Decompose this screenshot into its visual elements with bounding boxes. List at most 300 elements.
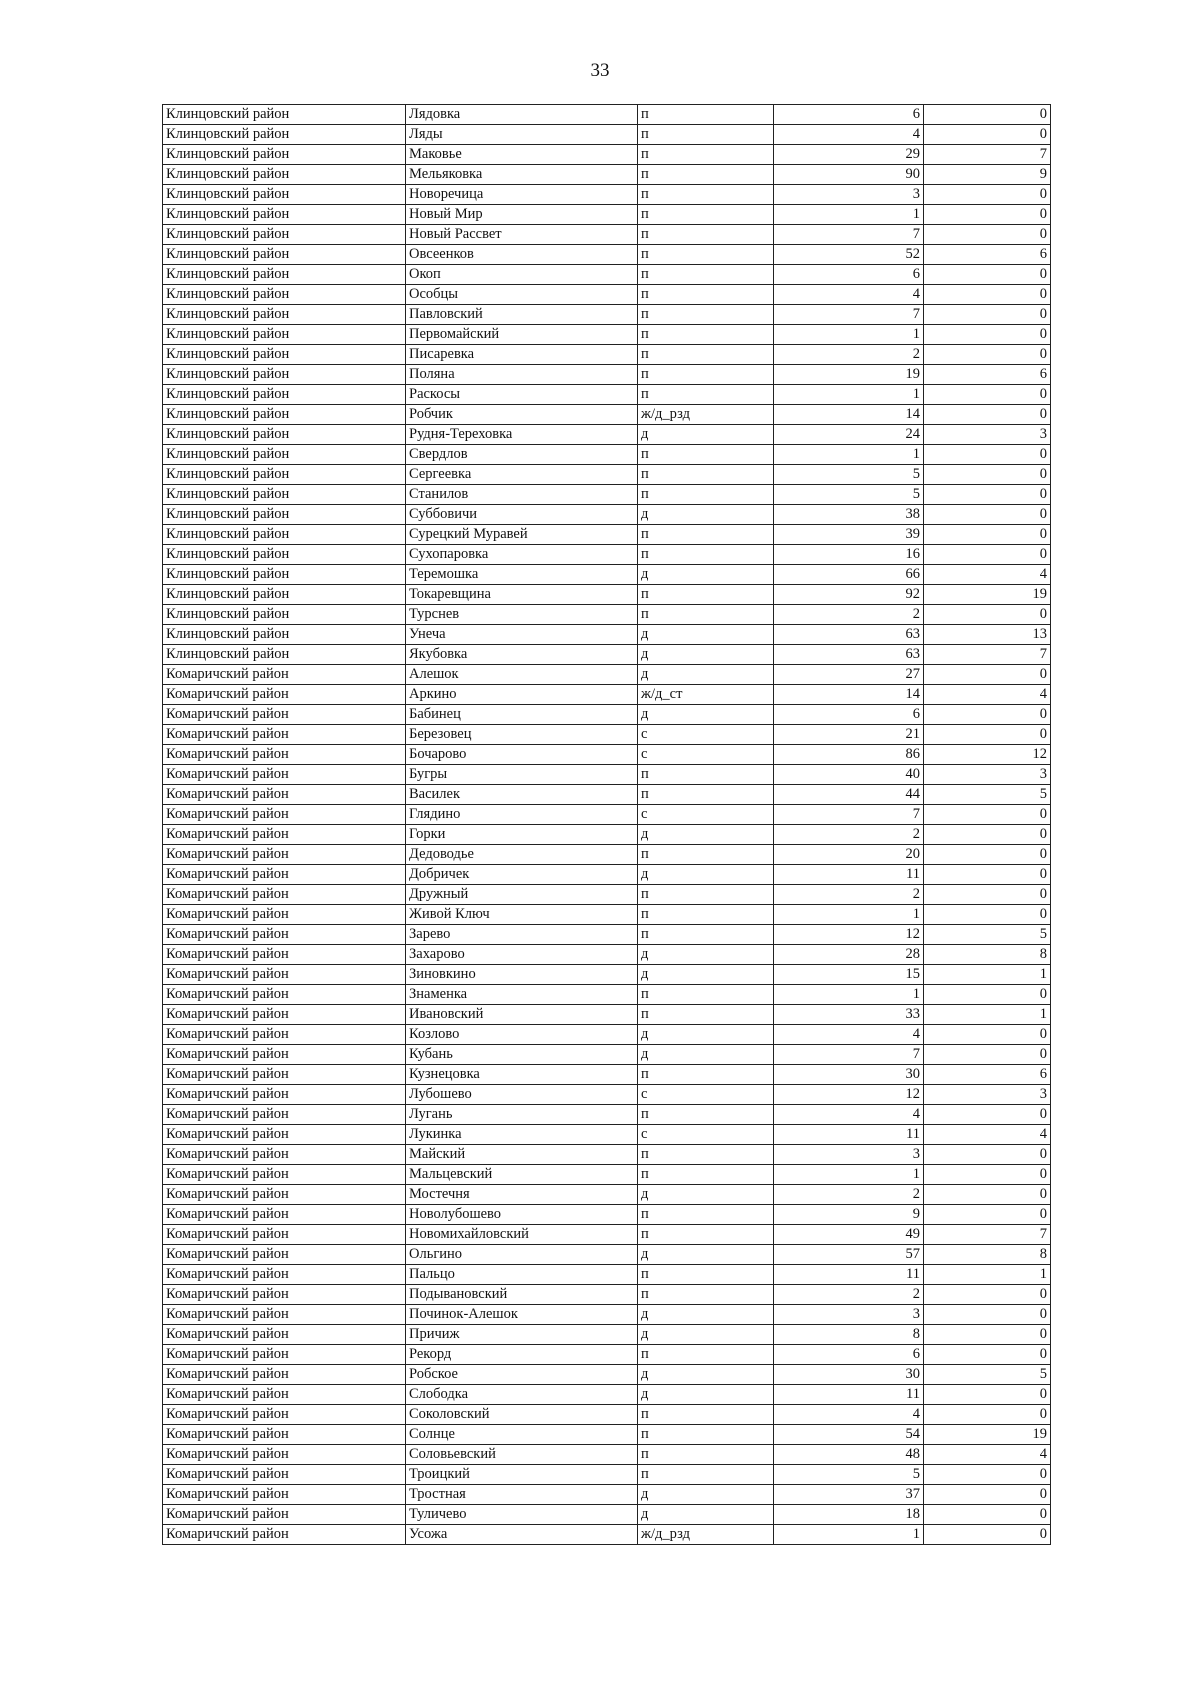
settlement-name-cell: Новомихайловский — [406, 1225, 638, 1245]
district-cell: Клинцовский район — [163, 565, 406, 585]
district-cell: Клинцовский район — [163, 305, 406, 325]
secondary-count-cell: 3 — [924, 765, 1051, 785]
settlement-name-cell: Маковье — [406, 145, 638, 165]
count-cell: 2 — [774, 605, 924, 625]
settlement-name-cell: Знаменка — [406, 985, 638, 1005]
settlement-name-cell: Лугань — [406, 1105, 638, 1125]
table-row — [163, 1185, 1051, 1205]
settlement-type-cell: д — [638, 1485, 774, 1505]
settlement-name-cell: Соловьевский — [406, 1445, 638, 1465]
table-row — [163, 1025, 1051, 1045]
district-cell: Клинцовский район — [163, 345, 406, 365]
secondary-count-cell: 0 — [924, 885, 1051, 905]
count-cell: 24 — [774, 425, 924, 445]
secondary-count-cell: 0 — [924, 1385, 1051, 1405]
district-cell: Клинцовский район — [163, 225, 406, 245]
secondary-count-cell: 0 — [924, 1345, 1051, 1365]
settlement-type-cell: д — [638, 565, 774, 585]
secondary-count-cell: 0 — [924, 285, 1051, 305]
secondary-count-cell: 0 — [924, 325, 1051, 345]
secondary-count-cell: 0 — [924, 505, 1051, 525]
count-cell: 7 — [774, 225, 924, 245]
settlement-name-cell: Ляды — [406, 125, 638, 145]
settlement-type-cell: п — [638, 385, 774, 405]
settlement-type-cell: д — [638, 965, 774, 985]
settlement-type-cell: с — [638, 725, 774, 745]
district-cell: Клинцовский район — [163, 205, 406, 225]
district-cell: Комаричский район — [163, 825, 406, 845]
settlement-type-cell: д — [638, 425, 774, 445]
district-cell: Комаричский район — [163, 1505, 406, 1525]
secondary-count-cell: 0 — [924, 1505, 1051, 1525]
secondary-count-cell: 0 — [924, 865, 1051, 885]
settlement-type-cell: п — [638, 785, 774, 805]
district-cell: Комаричский район — [163, 1165, 406, 1185]
count-cell: 2 — [774, 885, 924, 905]
count-cell: 11 — [774, 1385, 924, 1405]
settlement-type-cell: д — [638, 1385, 774, 1405]
settlement-type-cell: п — [638, 205, 774, 225]
settlement-type-cell: п — [638, 145, 774, 165]
count-cell: 3 — [774, 1145, 924, 1165]
district-cell: Комаричский район — [163, 845, 406, 865]
count-cell: 7 — [774, 805, 924, 825]
settlement-type-cell: п — [638, 985, 774, 1005]
district-cell: Клинцовский район — [163, 485, 406, 505]
table-row — [163, 1485, 1051, 1505]
secondary-count-cell: 0 — [924, 545, 1051, 565]
count-cell: 57 — [774, 1245, 924, 1265]
district-cell: Комаричский район — [163, 1065, 406, 1085]
secondary-count-cell: 0 — [924, 805, 1051, 825]
table-row — [163, 1265, 1051, 1285]
secondary-count-cell: 0 — [924, 205, 1051, 225]
settlement-name-cell: Подывановский — [406, 1285, 638, 1305]
count-cell: 7 — [774, 305, 924, 325]
settlement-name-cell: Туличево — [406, 1505, 638, 1525]
count-cell: 1 — [774, 905, 924, 925]
district-cell: Комаричский район — [163, 965, 406, 985]
settlement-name-cell: Окоп — [406, 265, 638, 285]
district-cell: Комаричский район — [163, 885, 406, 905]
district-cell: Комаричский район — [163, 1085, 406, 1105]
district-cell: Клинцовский район — [163, 405, 406, 425]
count-cell: 2 — [774, 825, 924, 845]
count-cell: 20 — [774, 845, 924, 865]
settlement-type-cell: п — [638, 905, 774, 925]
secondary-count-cell: 5 — [924, 785, 1051, 805]
secondary-count-cell: 13 — [924, 625, 1051, 645]
settlement-name-cell: Глядино — [406, 805, 638, 825]
settlement-type-cell: с — [638, 805, 774, 825]
settlement-name-cell: Токаревщина — [406, 585, 638, 605]
secondary-count-cell: 5 — [924, 925, 1051, 945]
secondary-count-cell: 4 — [924, 1125, 1051, 1145]
secondary-count-cell: 0 — [924, 125, 1051, 145]
settlement-type-cell: п — [638, 1405, 774, 1425]
district-cell: Клинцовский район — [163, 245, 406, 265]
secondary-count-cell: 0 — [924, 405, 1051, 425]
table-row — [163, 1505, 1051, 1525]
table-row — [163, 1525, 1051, 1545]
table-row — [163, 965, 1051, 985]
district-cell: Комаричский район — [163, 745, 406, 765]
settlement-name-cell: Горки — [406, 825, 638, 845]
settlement-name-cell: Мостечня — [406, 1185, 638, 1205]
district-cell: Комаричский район — [163, 905, 406, 925]
settlement-name-cell: Козлово — [406, 1025, 638, 1045]
secondary-count-cell: 3 — [924, 1085, 1051, 1105]
settlement-name-cell: Соколовский — [406, 1405, 638, 1425]
settlement-type-cell: п — [638, 245, 774, 265]
table-row — [163, 105, 1051, 125]
settlement-type-cell: п — [638, 485, 774, 505]
count-cell: 1 — [774, 1165, 924, 1185]
district-cell: Комаричский район — [163, 1485, 406, 1505]
district-cell: Комаричский район — [163, 765, 406, 785]
secondary-count-cell: 0 — [924, 725, 1051, 745]
settlement-type-cell: д — [638, 705, 774, 725]
secondary-count-cell: 0 — [924, 225, 1051, 245]
settlement-name-cell: Лубошево — [406, 1085, 638, 1105]
count-cell: 33 — [774, 1005, 924, 1025]
district-cell: Клинцовский район — [163, 185, 406, 205]
district-cell: Комаричский район — [163, 1005, 406, 1025]
settlement-name-cell: Слободка — [406, 1385, 638, 1405]
table-row — [163, 1105, 1051, 1125]
settlement-name-cell: Мельяковка — [406, 165, 638, 185]
table-row — [163, 985, 1051, 1005]
district-cell: Комаричский район — [163, 1125, 406, 1145]
settlement-name-cell: Кубань — [406, 1045, 638, 1065]
settlement-name-cell: Новый Рассвет — [406, 225, 638, 245]
secondary-count-cell: 0 — [924, 1305, 1051, 1325]
settlement-type-cell: д — [638, 1325, 774, 1345]
district-cell: Клинцовский район — [163, 165, 406, 185]
table-row — [163, 1305, 1051, 1325]
table-row — [163, 1425, 1051, 1445]
table-row — [163, 585, 1051, 605]
settlement-name-cell: Добричек — [406, 865, 638, 885]
settlement-type-cell: п — [638, 605, 774, 625]
settlement-name-cell: Новолубошево — [406, 1205, 638, 1225]
settlement-name-cell: Бочарово — [406, 745, 638, 765]
secondary-count-cell: 0 — [924, 1405, 1051, 1425]
settlement-type-cell: ж/д_рзд — [638, 1525, 774, 1545]
district-cell: Клинцовский район — [163, 645, 406, 665]
count-cell: 63 — [774, 645, 924, 665]
count-cell: 27 — [774, 665, 924, 685]
count-cell: 14 — [774, 685, 924, 705]
count-cell: 38 — [774, 505, 924, 525]
district-cell: Комаричский район — [163, 865, 406, 885]
count-cell: 5 — [774, 465, 924, 485]
table-row — [163, 485, 1051, 505]
count-cell: 44 — [774, 785, 924, 805]
settlement-name-cell: Починок-Алешок — [406, 1305, 638, 1325]
settlement-type-cell: п — [638, 585, 774, 605]
settlement-name-cell: Алешок — [406, 665, 638, 685]
settlement-name-cell: Живой Ключ — [406, 905, 638, 925]
settlement-name-cell: Тростная — [406, 1485, 638, 1505]
count-cell: 1 — [774, 385, 924, 405]
count-cell: 16 — [774, 545, 924, 565]
secondary-count-cell: 0 — [924, 705, 1051, 725]
table-row — [163, 165, 1051, 185]
secondary-count-cell: 9 — [924, 165, 1051, 185]
table-row — [163, 205, 1051, 225]
secondary-count-cell: 0 — [924, 1525, 1051, 1545]
count-cell: 12 — [774, 925, 924, 945]
table-row — [163, 325, 1051, 345]
district-cell: Комаричский район — [163, 1025, 406, 1045]
district-cell: Клинцовский район — [163, 365, 406, 385]
secondary-count-cell: 4 — [924, 685, 1051, 705]
table-row — [163, 645, 1051, 665]
table-row — [163, 825, 1051, 845]
count-cell: 11 — [774, 1125, 924, 1145]
table-row — [163, 885, 1051, 905]
settlement-name-cell: Дедоводье — [406, 845, 638, 865]
count-cell: 63 — [774, 625, 924, 645]
secondary-count-cell: 0 — [924, 825, 1051, 845]
table-row — [163, 1045, 1051, 1065]
secondary-count-cell: 0 — [924, 265, 1051, 285]
count-cell: 4 — [774, 1105, 924, 1125]
district-cell: Клинцовский район — [163, 585, 406, 605]
count-cell: 54 — [774, 1425, 924, 1445]
district-cell: Комаричский район — [163, 1205, 406, 1225]
district-cell: Комаричский район — [163, 665, 406, 685]
count-cell: 12 — [774, 1085, 924, 1105]
table-row — [163, 1285, 1051, 1305]
table-row — [163, 1165, 1051, 1185]
secondary-count-cell: 5 — [924, 1365, 1051, 1385]
settlement-name-cell: Аркино — [406, 685, 638, 705]
settlement-name-cell: Рудня-Тереховка — [406, 425, 638, 445]
table-row — [163, 785, 1051, 805]
count-cell: 15 — [774, 965, 924, 985]
table-row — [163, 345, 1051, 365]
table-row — [163, 805, 1051, 825]
settlement-type-cell: ж/д_ст — [638, 685, 774, 705]
district-cell: Комаричский район — [163, 705, 406, 725]
count-cell: 8 — [774, 1325, 924, 1345]
table-row — [163, 1385, 1051, 1405]
settlement-type-cell: п — [638, 185, 774, 205]
district-cell: Комаричский район — [163, 1105, 406, 1125]
district-cell: Комаричский район — [163, 1345, 406, 1365]
settlement-type-cell: д — [638, 1025, 774, 1045]
district-cell: Комаричский район — [163, 1385, 406, 1405]
district-cell: Комаричский район — [163, 1445, 406, 1465]
count-cell: 40 — [774, 765, 924, 785]
count-cell: 1 — [774, 445, 924, 465]
settlement-name-cell: Унеча — [406, 625, 638, 645]
district-cell: Клинцовский район — [163, 105, 406, 125]
district-cell: Комаричский район — [163, 1285, 406, 1305]
settlement-type-cell: п — [638, 1345, 774, 1365]
settlement-name-cell: Лукинка — [406, 1125, 638, 1145]
count-cell: 90 — [774, 165, 924, 185]
table-row — [163, 1465, 1051, 1485]
table-row — [163, 925, 1051, 945]
settlement-type-cell: д — [638, 825, 774, 845]
secondary-count-cell: 12 — [924, 745, 1051, 765]
settlement-name-cell: Сухопаровка — [406, 545, 638, 565]
secondary-count-cell: 1 — [924, 1005, 1051, 1025]
settlement-name-cell: Рекорд — [406, 1345, 638, 1365]
settlement-type-cell: д — [638, 1245, 774, 1265]
table-row — [163, 905, 1051, 925]
district-cell: Клинцовский район — [163, 505, 406, 525]
settlement-name-cell: Солнце — [406, 1425, 638, 1445]
settlement-name-cell: Турснев — [406, 605, 638, 625]
settlement-name-cell: Зарево — [406, 925, 638, 945]
district-cell: Клинцовский район — [163, 605, 406, 625]
table-row — [163, 365, 1051, 385]
count-cell: 48 — [774, 1445, 924, 1465]
table-row — [163, 685, 1051, 705]
settlement-name-cell: Свердлов — [406, 445, 638, 465]
settlement-type-cell: п — [638, 445, 774, 465]
settlement-type-cell: п — [638, 525, 774, 545]
table-row — [163, 245, 1051, 265]
secondary-count-cell: 6 — [924, 245, 1051, 265]
count-cell: 11 — [774, 1265, 924, 1285]
settlement-type-cell: д — [638, 1365, 774, 1385]
settlement-type-cell: д — [638, 505, 774, 525]
district-cell: Комаричский район — [163, 1405, 406, 1425]
settlement-type-cell: п — [638, 1465, 774, 1485]
count-cell: 2 — [774, 345, 924, 365]
secondary-count-cell: 0 — [924, 1025, 1051, 1045]
secondary-count-cell: 0 — [924, 445, 1051, 465]
settlement-type-cell: п — [638, 545, 774, 565]
secondary-count-cell: 7 — [924, 645, 1051, 665]
count-cell: 37 — [774, 1485, 924, 1505]
district-cell: Клинцовский район — [163, 385, 406, 405]
settlement-type-cell: п — [638, 225, 774, 245]
count-cell: 18 — [774, 1505, 924, 1525]
district-cell: Комаричский район — [163, 725, 406, 745]
table-row — [163, 1205, 1051, 1225]
count-cell: 1 — [774, 205, 924, 225]
count-cell: 14 — [774, 405, 924, 425]
district-cell: Комаричский район — [163, 1365, 406, 1385]
count-cell: 30 — [774, 1365, 924, 1385]
settlement-type-cell: с — [638, 1125, 774, 1145]
settlement-name-cell: Первомайский — [406, 325, 638, 345]
table-row — [163, 1225, 1051, 1245]
table-row — [163, 1005, 1051, 1025]
table-row — [163, 145, 1051, 165]
settlement-name-cell: Ивановский — [406, 1005, 638, 1025]
settlement-type-cell: п — [638, 105, 774, 125]
table-row — [163, 1085, 1051, 1105]
district-cell: Клинцовский район — [163, 285, 406, 305]
table-row — [163, 265, 1051, 285]
count-cell: 30 — [774, 1065, 924, 1085]
count-cell: 1 — [774, 1525, 924, 1545]
district-cell: Комаричский район — [163, 985, 406, 1005]
settlement-type-cell: п — [638, 305, 774, 325]
district-cell: Клинцовский район — [163, 325, 406, 345]
settlement-type-cell: п — [638, 165, 774, 185]
table-row — [163, 185, 1051, 205]
secondary-count-cell: 1 — [924, 965, 1051, 985]
table-row — [163, 1445, 1051, 1465]
settlement-type-cell: п — [638, 845, 774, 865]
district-cell: Комаричский район — [163, 805, 406, 825]
settlement-name-cell: Ольгино — [406, 1245, 638, 1265]
settlement-type-cell: п — [638, 925, 774, 945]
settlements-table — [162, 104, 1051, 1545]
district-cell: Комаричский район — [163, 1185, 406, 1205]
table-row — [163, 465, 1051, 485]
secondary-count-cell: 8 — [924, 945, 1051, 965]
settlement-type-cell: п — [638, 1425, 774, 1445]
settlement-name-cell: Бугры — [406, 765, 638, 785]
count-cell: 28 — [774, 945, 924, 965]
secondary-count-cell: 19 — [924, 1425, 1051, 1445]
settlement-name-cell: Майский — [406, 1145, 638, 1165]
secondary-count-cell: 4 — [924, 565, 1051, 585]
settlement-type-cell: д — [638, 625, 774, 645]
district-cell: Комаричский район — [163, 1265, 406, 1285]
settlement-type-cell: п — [638, 1165, 774, 1185]
secondary-count-cell: 8 — [924, 1245, 1051, 1265]
secondary-count-cell: 0 — [924, 1465, 1051, 1485]
secondary-count-cell: 4 — [924, 1445, 1051, 1465]
settlement-name-cell: Сергеевка — [406, 465, 638, 485]
table-row — [163, 1405, 1051, 1425]
secondary-count-cell: 7 — [924, 145, 1051, 165]
settlement-name-cell: Кузнецовка — [406, 1065, 638, 1085]
secondary-count-cell: 0 — [924, 905, 1051, 925]
settlement-name-cell: Новоречица — [406, 185, 638, 205]
secondary-count-cell: 0 — [924, 525, 1051, 545]
settlement-name-cell: Сурецкий Муравей — [406, 525, 638, 545]
settlement-type-cell: п — [638, 285, 774, 305]
settlement-type-cell: д — [638, 1505, 774, 1525]
district-cell: Комаричский район — [163, 1525, 406, 1545]
table-row — [163, 665, 1051, 685]
count-cell: 5 — [774, 485, 924, 505]
settlement-type-cell: п — [638, 125, 774, 145]
count-cell: 29 — [774, 145, 924, 165]
secondary-count-cell: 0 — [924, 1205, 1051, 1225]
count-cell: 4 — [774, 1405, 924, 1425]
count-cell: 11 — [774, 865, 924, 885]
settlement-name-cell: Овсеенков — [406, 245, 638, 265]
district-cell: Комаричский район — [163, 925, 406, 945]
table-row — [163, 1345, 1051, 1365]
settlement-type-cell: п — [638, 885, 774, 905]
settlement-name-cell: Суббовичи — [406, 505, 638, 525]
table-row — [163, 765, 1051, 785]
secondary-count-cell: 0 — [924, 1325, 1051, 1345]
count-cell: 3 — [774, 1305, 924, 1325]
count-cell: 6 — [774, 705, 924, 725]
settlement-type-cell: п — [638, 345, 774, 365]
settlement-type-cell: п — [638, 1005, 774, 1025]
district-cell: Комаричский район — [163, 1145, 406, 1165]
table-row — [163, 525, 1051, 545]
table-row — [163, 945, 1051, 965]
settlement-name-cell: Якубовка — [406, 645, 638, 665]
count-cell: 2 — [774, 1185, 924, 1205]
